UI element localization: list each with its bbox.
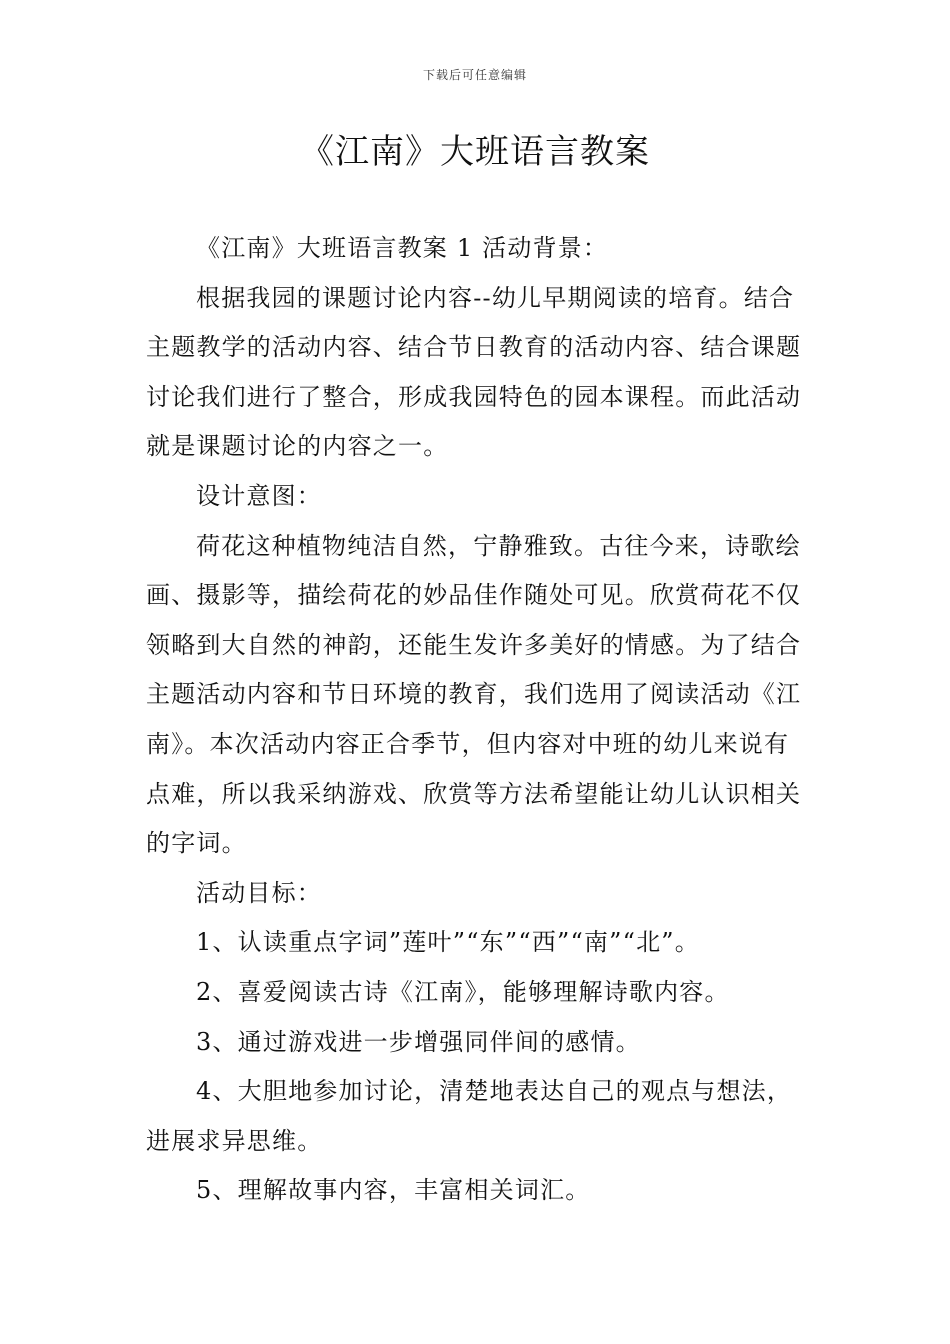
document-body xyxy=(146,224,814,1216)
objective-item-2: 2、喜爱阅读古诗《江南》，能够理解诗歌内容。 xyxy=(196,977,730,1006)
objective-item-3: 3、通过游戏进一步增强同伴间的感情。 xyxy=(196,1027,641,1056)
paragraph-background: 根据我园的课题讨论内容--幼儿早期阅读的培育。结合主题教学的活动内容、结合节日教育的活动内容、结合课题讨论我们进行了整合，形成我园特色的园本课程。而此活动就是课题讨论的内容之一。 xyxy=(146,283,802,461)
paragraph-design-intent: 荷花这种植物纯洁自然，宁静雅致。古往今来，诗歌绘画、摄影等，描绘荷花的妙品佳作随处可见。欣赏荷花不仅领略到大自然的神韵，还能生发许多美好的情感。为了结合主题活动内容和节日环境的教育，我们选用了阅读活动《江南》。本次活动内容正合季节，但内容对中班的幼儿来说有点难，所以我采纳游戏、欣赏等方法希望能让幼儿认识相关的字词。 xyxy=(146,531,802,858)
objective-item-1: 1、认读重点字词”莲叶”“东”“西”“南”“北”。 xyxy=(196,928,700,957)
objective-item-5: 5、理解故事内容，丰富相关词汇。 xyxy=(196,1176,591,1205)
document-title: 《江南》大班语言教案 xyxy=(300,132,650,172)
objective-item-4: 4、大胆地参加讨论，清楚地表达自己的观点与想法，进展求异思维。 xyxy=(146,1077,793,1155)
paragraph-objectives-heading: 活动目标： xyxy=(196,878,322,907)
paragraph-design-heading: 设计意图： xyxy=(196,481,322,510)
paragraph-lesson-background-heading: 《江南》大班语言教案 1 活动背景： xyxy=(196,234,609,262)
header-note: 下载后可任意编辑 xyxy=(422,68,527,82)
